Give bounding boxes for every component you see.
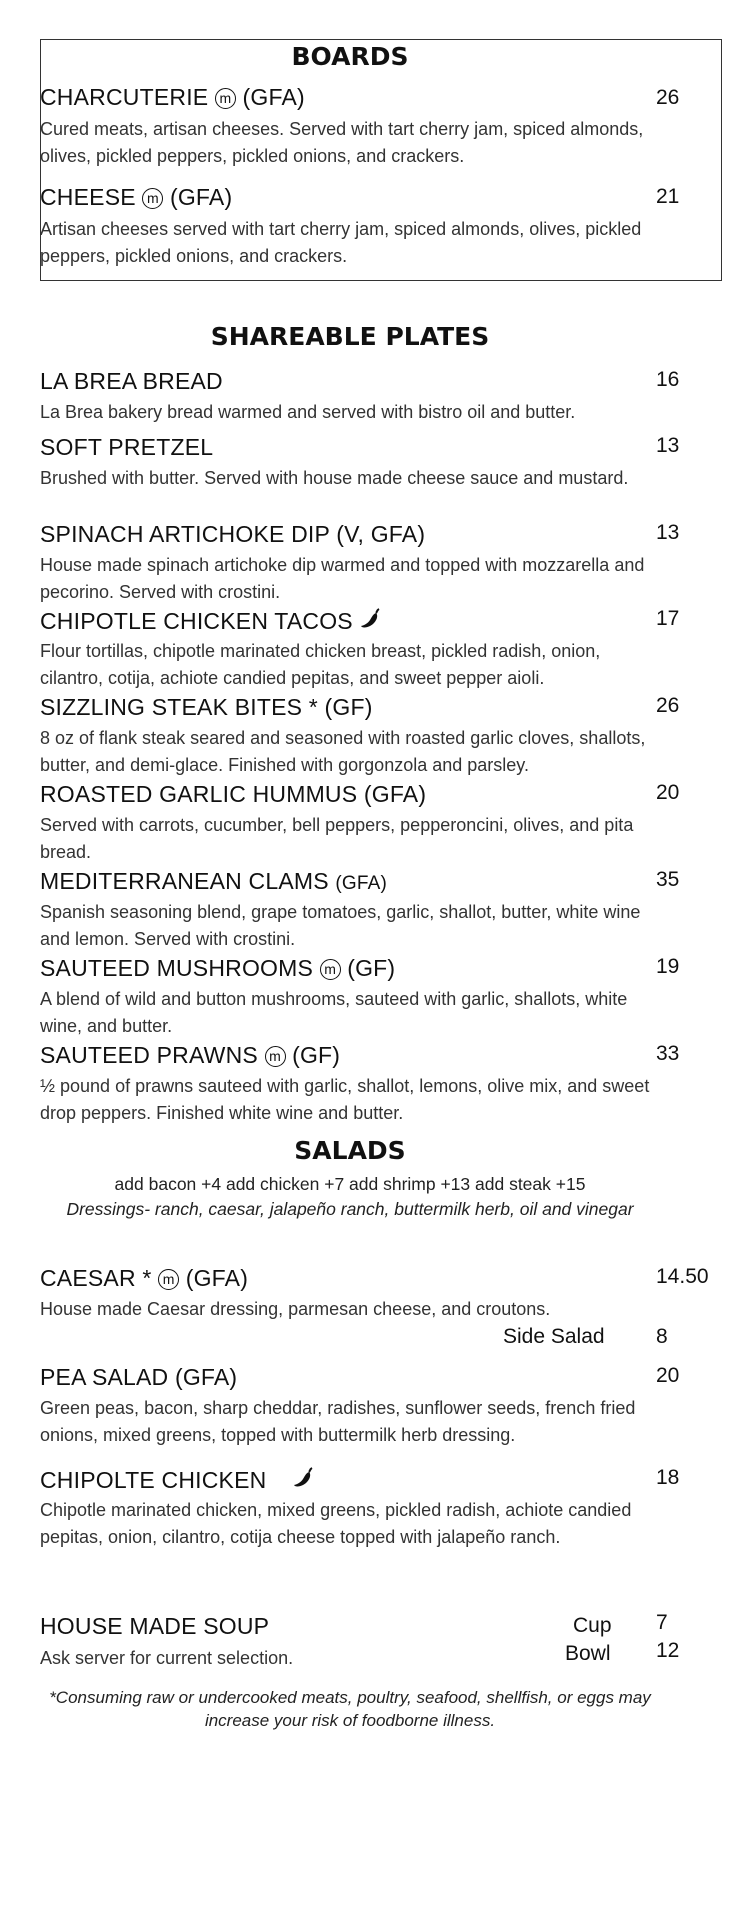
hummus-name: ROASTED GARLIC HUMMUS (GFA)	[40, 781, 427, 807]
item-name: SAUTEED MUSHROOMS	[40, 955, 314, 981]
m-icon: m	[320, 959, 341, 980]
item-tag: (GF)	[347, 955, 396, 981]
salad-addons: add bacon +4 add chicken +7 add shrimp +13 add steak +15	[114, 1174, 586, 1194]
caesar-name	[40, 1265, 248, 1292]
item-tag: (GF)	[292, 1042, 341, 1068]
chipotle-chicken-price: 18	[656, 1466, 680, 1489]
tacos-desc: Flour tortillas, chipotle marinated chicken breast, pickled radish, onion, cilantro, cotija, achiote candied pepitas, and sweet pepper aioli.	[40, 641, 601, 688]
charcuterie-name	[40, 84, 305, 111]
item-name: CHARCUTERIE	[40, 84, 209, 110]
cheese-price: 21	[656, 185, 680, 208]
side-salad-price: 8	[656, 1325, 668, 1348]
clams-desc: Spanish seasoning blend, grape tomatoes, garlic, shallot, butter, white wine and lemon. Served with crostini.	[40, 902, 641, 949]
pea-salad-price: 20	[656, 1364, 680, 1387]
tacos-name	[40, 607, 383, 635]
clams-name	[40, 868, 387, 895]
hummus-desc: Served with carrots, cucumber, bell peppers, pepperoncini, olives, and pita bread.	[40, 815, 634, 862]
foodborne-disclaimer: *Consuming raw or undercooked meats, poultry, seafood, shellfish, or eggs may increase your risk of foodborne illness.	[49, 1688, 651, 1730]
soup-bowl-label: Bowl	[565, 1642, 611, 1665]
la-brea-desc: La Brea bakery bread warmed and served with bistro oil and butter.	[40, 402, 576, 422]
item-name: CHEESE	[40, 184, 136, 210]
shareables-title: SHAREABLE PLATES	[210, 322, 490, 351]
clams-price: 35	[656, 868, 680, 891]
soup-cup-label: Cup	[573, 1614, 612, 1637]
item-name: MEDITERRANEAN CLAMS	[40, 868, 329, 894]
cheese-desc: Artisan cheeses served with tart cherry jam, spiced almonds, olives, pickled peppers, pickled onions, and crackers.	[40, 219, 642, 266]
item-name: CAESAR *	[40, 1265, 152, 1291]
pea-salad-name: PEA SALAD (GFA)	[40, 1364, 238, 1390]
mushrooms-price: 19	[656, 955, 680, 978]
salads-title: SALADS	[294, 1136, 406, 1165]
pretzel-price: 13	[656, 434, 680, 457]
caesar-price: 14.50	[656, 1265, 709, 1288]
steak-bites-desc: 8 oz of flank steak seared and seasoned with roasted garlic cloves, shallots, butter, and demi-glace. Finished with gorgonzola and parsley.	[40, 728, 646, 775]
boards-title: BOARDS	[291, 42, 409, 71]
item-name: CHIPOLTE CHICKEN	[40, 1467, 267, 1493]
item-tag: (GFA)	[169, 184, 233, 210]
tacos-price: 17	[656, 607, 680, 630]
prawns-price: 33	[656, 1042, 680, 1065]
side-salad-label: Side Salad	[503, 1325, 605, 1348]
chili-pepper-icon	[292, 1466, 316, 1490]
soup-cup-price: 7	[656, 1611, 668, 1634]
chipotle-chicken-name	[40, 1466, 316, 1494]
cheese-name	[40, 184, 232, 211]
hummus-price: 20	[656, 781, 680, 804]
m-icon: m	[158, 1269, 179, 1290]
steak-bites-price: 26	[656, 694, 680, 717]
m-icon: m	[265, 1046, 286, 1067]
prawns-name	[40, 1042, 340, 1069]
soup-desc: Ask server for current selection.	[40, 1648, 294, 1668]
m-icon: m	[142, 188, 163, 209]
chipotle-chicken-desc: Chipotle marinated chicken, mixed greens, pickled radish, achiote candied pepitas, onion, cilantro, cotija cheese topped with jalapeño ranch.	[40, 1500, 632, 1547]
charcuterie-price: 26	[656, 86, 680, 109]
item-tag: (GFA)	[185, 1265, 249, 1291]
item-name: CHIPOTLE CHICKEN TACOS	[40, 608, 353, 634]
mushrooms-name	[40, 955, 395, 982]
steak-bites-name: SIZZLING STEAK BITES * (GF)	[40, 694, 373, 720]
item-name: SAUTEED PRAWNS	[40, 1042, 258, 1068]
la-brea-name: LA BREA BREAD	[40, 368, 223, 394]
spinach-dip-price: 13	[656, 521, 680, 544]
la-brea-price: 16	[656, 368, 680, 391]
mushrooms-desc: A blend of wild and button mushrooms, sauteed with garlic, shallots, white wine, and butter.	[40, 989, 628, 1036]
spinach-dip-name: SPINACH ARTICHOKE DIP (V, GFA)	[40, 521, 426, 547]
item-tag: (GFA)	[242, 84, 305, 110]
soup-bowl-price: 12	[656, 1639, 680, 1662]
charcuterie-desc: Cured meats, artisan cheeses. Served with tart cherry jam, spiced almonds, olives, pickled peppers, pickled onions, and crackers.	[40, 119, 644, 166]
spinach-dip-desc: House made spinach artichoke dip warmed and topped with mozzarella and pecorino. Served with crostini.	[40, 555, 645, 602]
salad-dressings: Dressings- ranch, caesar, jalapeño ranch, buttermilk herb, oil and vinegar	[66, 1199, 634, 1219]
caesar-desc: House made Caesar dressing, parmesan cheese, and croutons.	[40, 1299, 551, 1319]
pretzel-name: SOFT PRETZEL	[40, 434, 214, 460]
prawns-desc: ½ pound of prawns sauteed with garlic, shallot, lemons, olive mix, and sweet drop peppers. Finished white wine and butter.	[40, 1076, 650, 1123]
pea-salad-desc: Green peas, bacon, sharp cheddar, radishes, sunflower seeds, french fried onions, mixed greens, topped with buttermilk herb dressing.	[40, 1398, 636, 1445]
chili-pepper-icon	[359, 607, 383, 631]
item-tag: (GFA)	[335, 873, 388, 894]
soup-name: HOUSE MADE SOUP	[40, 1613, 270, 1639]
pretzel-desc: Brushed with butter. Served with house made cheese sauce and mustard.	[40, 468, 629, 488]
m-icon: m	[215, 88, 236, 109]
